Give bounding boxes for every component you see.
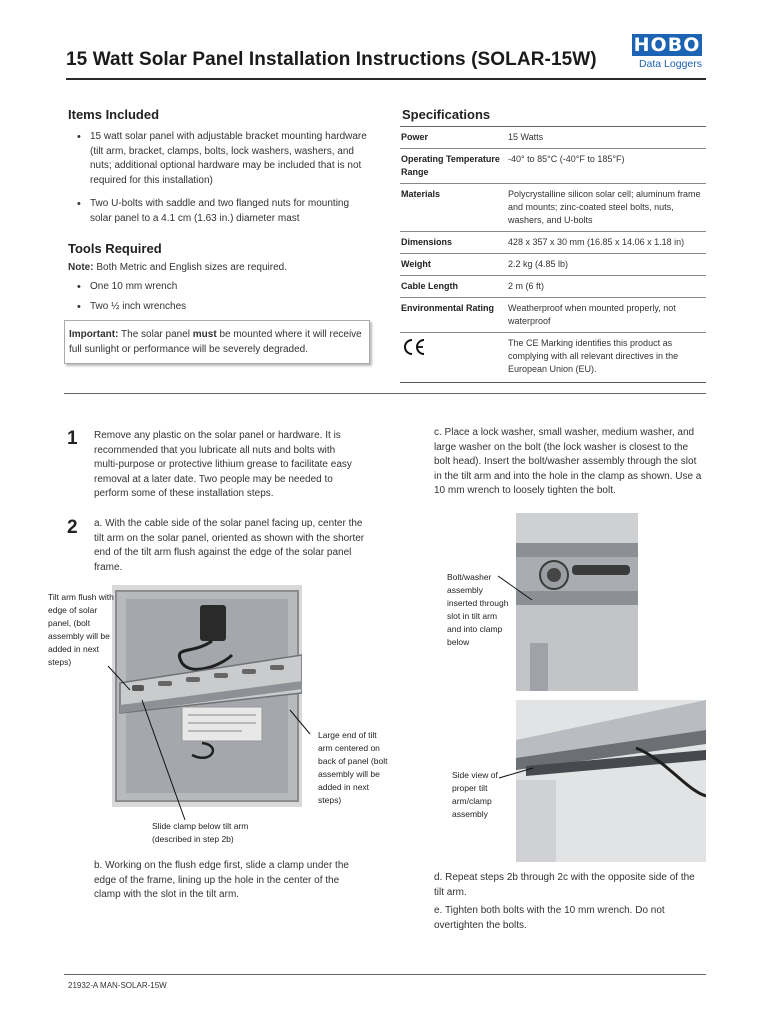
spec-value: 2 m (6 ft) <box>508 281 545 291</box>
ce-mark-cell <box>400 337 508 376</box>
important-label: Important: <box>69 329 119 340</box>
spec-key: Weight <box>401 259 431 269</box>
tools-note-text: Both Metric and English sizes are required. <box>93 262 287 273</box>
list-item: • Two U-bolts with saddle and two flanged nuts for mounting solar panel to a 4.1 cm (1.63 in.) diameter mast <box>68 197 368 226</box>
step-2-number: 2 <box>67 517 78 538</box>
step-2d-text: d. Repeat steps 2b through 2c with the opposite side of the tilt arm. <box>434 872 695 898</box>
table-row <box>400 149 706 184</box>
table-row <box>400 127 706 149</box>
important-text: The solar panel <box>118 329 193 340</box>
tools-note <box>68 261 368 276</box>
list-item: • Two ½ inch wrenches <box>68 300 368 315</box>
step-1-number: 1 <box>67 428 78 449</box>
table-row <box>400 298 706 333</box>
callout-side-view: Side view of proper tilt arm/clamp assembly <box>452 770 498 819</box>
section-divider <box>64 393 706 394</box>
table-row <box>400 333 706 383</box>
logo-sub: Data Loggers <box>638 58 702 70</box>
callout-lines <box>90 650 330 830</box>
list-item: • 15 watt solar panel with adjustable bracket mounting hardware (tilt arm, bracket, clamps, bolts, lock washers, washers, and nuts; additional optional hardware may be included that is not required for this installation) <box>68 130 368 188</box>
step-2b-text: b. Working on the flush edge first, slide a clamp under the edge of the frame, lining up the hole in the center of the clamp with the slot in the tilt arm. <box>94 860 349 900</box>
side-view-photo <box>516 700 706 862</box>
spec-value: Polycrystalline silicon solar cell; aluminum frame and mounts; zinc-coated steel bolts, nuts, washers, and U-bolts <box>508 189 701 225</box>
table-row <box>400 232 706 254</box>
spec-key: Power <box>401 132 429 142</box>
footer-rule <box>64 974 706 975</box>
important-text-rest: be mounted where it will receive full sunlight or performance will be severely degraded. <box>69 329 362 355</box>
step-2e-text: e. Tighten both bolts with the 10 mm wrench. Do not overtighten the bolts. <box>434 905 665 931</box>
table-row <box>400 276 706 298</box>
items-included-heading: Items Included <box>68 107 160 122</box>
page-title: 15 Watt Solar Panel Installation Instructions (SOLAR-15W) <box>66 49 597 70</box>
step-2c-text: c. Place a lock washer, small washer, medium washer, and large washer on the bolt (the lock washer is closest to the bolt head). Insert the bolt/washer assembly through the slot in the tilt arm and into the hole in the clamp as shown. Use a 10 mm wrench to loosely tighten the bolt. <box>434 427 702 496</box>
callout-large-end: Large end of tilt arm centered on back of panel (bolt assembly will be added in next steps) <box>318 730 388 805</box>
logo-main: HOBO <box>633 34 701 56</box>
specifications-heading: Specifications <box>402 107 491 122</box>
spec-key: Dimensions <box>401 237 453 247</box>
callout-tilt-flush: Tilt arm flush with edge of solar panel, (bolt assembly will be added in next steps) <box>48 592 114 667</box>
spec-value: The CE Marking identifies this product as complying with all relevant directives in the European Union (EU). <box>508 338 679 374</box>
callout-slide-clamp: Slide clamp below tilt arm (described in step 2b) <box>152 821 249 844</box>
spec-value: 15 Watts <box>508 132 544 142</box>
spec-key: Operating Temperature Range <box>401 154 500 177</box>
table-row <box>400 254 706 276</box>
spec-value: -40° to 85°C (-40°F to 185°F) <box>508 154 625 164</box>
footer-doc-id: 21932-A MAN-SOLAR-15W <box>68 981 167 990</box>
important-note <box>64 320 370 364</box>
step-2a-text: a. With the cable side of the solar panel facing up, center the tilt arm on the solar panel, oriented as shown with the shorter end of the tilt arm flush against the edge of the solar panel frame. <box>94 518 365 573</box>
spec-value: Weatherproof when mounted properly, not waterproof <box>508 303 676 326</box>
title-rule <box>66 78 706 80</box>
spec-key: Cable Length <box>401 281 459 291</box>
ce-mark-icon <box>401 337 427 357</box>
spec-value: 2.2 kg (4.85 lb) <box>508 259 569 269</box>
items-included-list <box>68 130 368 234</box>
spec-key: Environmental Rating <box>401 303 495 313</box>
table-row <box>400 184 706 232</box>
important-emphasis: must <box>192 329 217 340</box>
callout-bolt-washer: Bolt/washer assembly inserted through slot in tilt arm and into clamp below <box>447 572 509 647</box>
step-1-text: Remove any plastic on the solar panel or hardware. It is recommended that you lubricate all nuts and bolts with multi-purpose or protective lithium grease to facilitate easy removal at a later date. Two people may be needed to perform some of these installation steps. <box>94 430 352 499</box>
spec-table <box>400 126 706 383</box>
tools-required-heading: Tools Required <box>68 241 162 256</box>
tools-list <box>68 280 368 322</box>
spec-key: Materials <box>401 189 441 199</box>
spec-value: 428 x 357 x 30 mm (16.85 x 14.06 x 1.18 in) <box>508 237 685 247</box>
tools-note-label: Note: <box>68 262 94 273</box>
hobo-logo <box>632 34 702 70</box>
list-item: • One 10 mm wrench <box>68 280 368 295</box>
